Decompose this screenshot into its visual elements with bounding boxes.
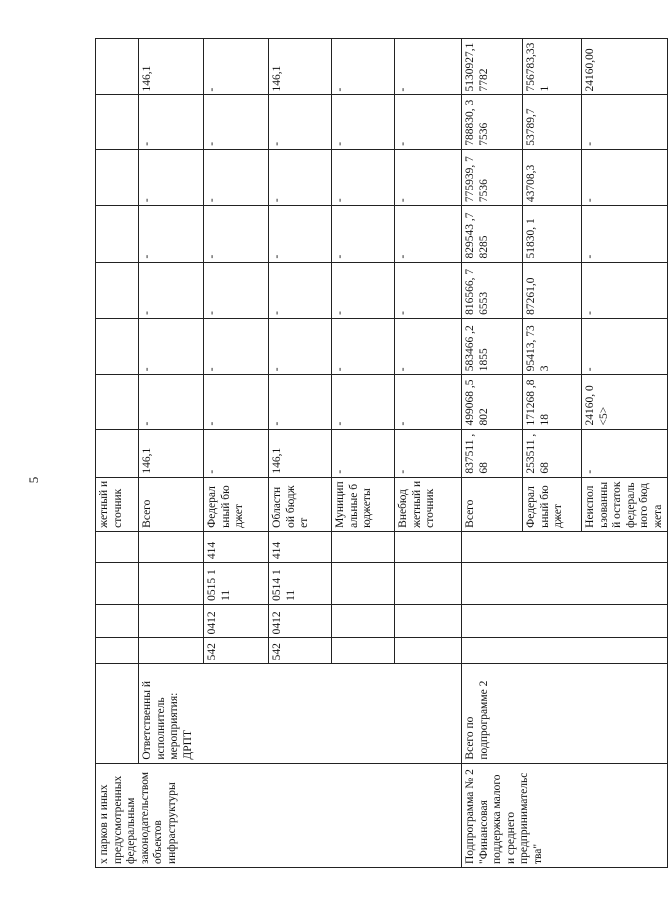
grbs-cell: 542: [269, 638, 332, 664]
empty-cell: [96, 206, 139, 262]
source-cell: Муницип альные бюджеты: [332, 477, 395, 531]
value-cell: 87261,0: [523, 262, 582, 318]
empty-cell: [96, 664, 139, 763]
rotated-table-wrapper: [95, 38, 664, 868]
empty-cell: [332, 604, 395, 637]
value-cell: -: [395, 206, 462, 262]
value-cell: 583466 ,21855: [462, 318, 523, 374]
value-cell: -: [139, 318, 204, 374]
vr-cell: 414: [204, 531, 269, 562]
value-cell: -: [139, 262, 204, 318]
value-cell: 253511 ,68: [523, 429, 582, 477]
value-cell: 146,1: [269, 39, 332, 95]
value-cell: -: [204, 206, 269, 262]
value-cell: -: [395, 375, 462, 429]
source-cell: Федерал ьный бюджет: [523, 477, 582, 531]
empty-cell: [395, 604, 462, 637]
value-cell: -: [332, 262, 395, 318]
empty-cell: [462, 531, 668, 562]
empty-cell: [96, 318, 139, 374]
rzpr-cell: 0412: [269, 604, 332, 637]
table-row: [96, 39, 139, 868]
source-cell: Всего: [139, 477, 204, 531]
value-cell: -: [204, 149, 269, 205]
value-cell: -: [395, 39, 462, 95]
value-cell: -: [139, 95, 204, 149]
vr-cell: 414: [269, 531, 332, 562]
value-cell: 5130927,1 7782: [462, 39, 523, 95]
source-cell: Неиспол ьзованны й остаток федераль ного бюджета: [582, 477, 668, 531]
value-cell: 775939, 77536: [462, 149, 523, 205]
value-cell: 499068 ,5802: [462, 375, 523, 429]
empty-cell: [139, 563, 204, 605]
empty-cell: [139, 531, 204, 562]
empty-cell: [96, 262, 139, 318]
value-cell: -: [332, 318, 395, 374]
value-cell: -: [269, 375, 332, 429]
empty-cell: [139, 604, 204, 637]
source-cell: жетный источник: [96, 477, 139, 531]
value-cell: 829543 ,78285: [462, 206, 523, 262]
value-cell: -: [582, 95, 668, 149]
source-cell: Федерал ьный бюджет: [204, 477, 269, 531]
value-cell: -: [582, 429, 668, 477]
value-cell: -: [332, 95, 395, 149]
value-cell: -: [582, 262, 668, 318]
value-cell: -: [582, 149, 668, 205]
grbs-cell: 542: [204, 638, 269, 664]
responsible-cell: Ответственны й исполнитель мероприятия: ДРПТ: [139, 664, 462, 763]
empty-cell: [96, 39, 139, 95]
value-cell: 837511 ,68: [462, 429, 523, 477]
value-cell: -: [204, 39, 269, 95]
value-cell: -: [204, 375, 269, 429]
empty-cell: [332, 638, 395, 664]
program-name-cell: Подпрограмма № 2 "Финансовая поддержка малого и среднего предпринимательс тва": [462, 763, 668, 867]
source-cell: Областн ой бюджет: [269, 477, 332, 531]
value-cell: 756783,33 1: [523, 39, 582, 95]
empty-cell: [96, 604, 139, 637]
value-cell: -: [332, 206, 395, 262]
value-cell: -: [269, 149, 332, 205]
value-cell: -: [204, 262, 269, 318]
empty-cell: [462, 604, 668, 637]
value-cell: 788830, 37536: [462, 95, 523, 149]
csr-cell: 0514 111: [269, 563, 332, 605]
empty-cell: [462, 638, 668, 664]
value-cell: 171268 ,818: [523, 375, 582, 429]
value-cell: -: [332, 375, 395, 429]
value-cell: -: [395, 318, 462, 374]
value-cell: -: [204, 429, 269, 477]
empty-cell: [395, 638, 462, 664]
empty-cell: [96, 429, 139, 477]
budget-table: [95, 38, 668, 868]
rzpr-cell: 0412: [204, 604, 269, 637]
value-cell: 146,1: [269, 429, 332, 477]
table-row: [462, 39, 523, 868]
empty-cell: [96, 95, 139, 149]
empty-cell: [332, 531, 395, 562]
value-cell: 816566, 76553: [462, 262, 523, 318]
value-cell: -: [332, 39, 395, 95]
empty-cell: [462, 563, 668, 605]
value-cell: 146,1: [139, 429, 204, 477]
value-cell: -: [139, 375, 204, 429]
value-cell: -: [395, 95, 462, 149]
value-cell: -: [395, 262, 462, 318]
value-cell: -: [204, 318, 269, 374]
value-cell: 24160,00: [582, 39, 668, 95]
page-number: 5: [26, 476, 41, 484]
empty-cell: [96, 149, 139, 205]
source-cell: Всего: [462, 477, 523, 531]
value-cell: 53789,7: [523, 95, 582, 149]
value-cell: -: [395, 429, 462, 477]
value-cell: 146,1: [139, 39, 204, 95]
value-cell: -: [395, 149, 462, 205]
empty-cell: [332, 563, 395, 605]
value-cell: -: [269, 262, 332, 318]
empty-cell: [96, 375, 139, 429]
empty-cell: [139, 638, 204, 664]
value-cell: -: [269, 95, 332, 149]
program-name-cell: х парков и иных предусмотренных федеральным законодательством объектов инфраструктуры: [96, 763, 462, 867]
empty-cell: [96, 638, 139, 664]
value-cell: -: [332, 149, 395, 205]
value-cell: -: [139, 149, 204, 205]
value-cell: 24160, 0 <5>: [582, 375, 668, 429]
empty-cell: [96, 563, 139, 605]
responsible-cell: Всего по подпрограмме 2: [462, 664, 668, 763]
value-cell: 43708,3: [523, 149, 582, 205]
csr-cell: 0515 111: [204, 563, 269, 605]
empty-cell: [96, 531, 139, 562]
value-cell: -: [582, 206, 668, 262]
value-cell: -: [332, 429, 395, 477]
value-cell: -: [139, 206, 204, 262]
empty-cell: [395, 563, 462, 605]
value-cell: -: [204, 95, 269, 149]
empty-cell: [395, 531, 462, 562]
value-cell: -: [582, 318, 668, 374]
value-cell: 95413, 733: [523, 318, 582, 374]
value-cell: -: [269, 318, 332, 374]
table-row: [139, 39, 204, 868]
value-cell: -: [269, 206, 332, 262]
value-cell: 51830, 1: [523, 206, 582, 262]
source-cell: Внебюд жетный источник: [395, 477, 462, 531]
